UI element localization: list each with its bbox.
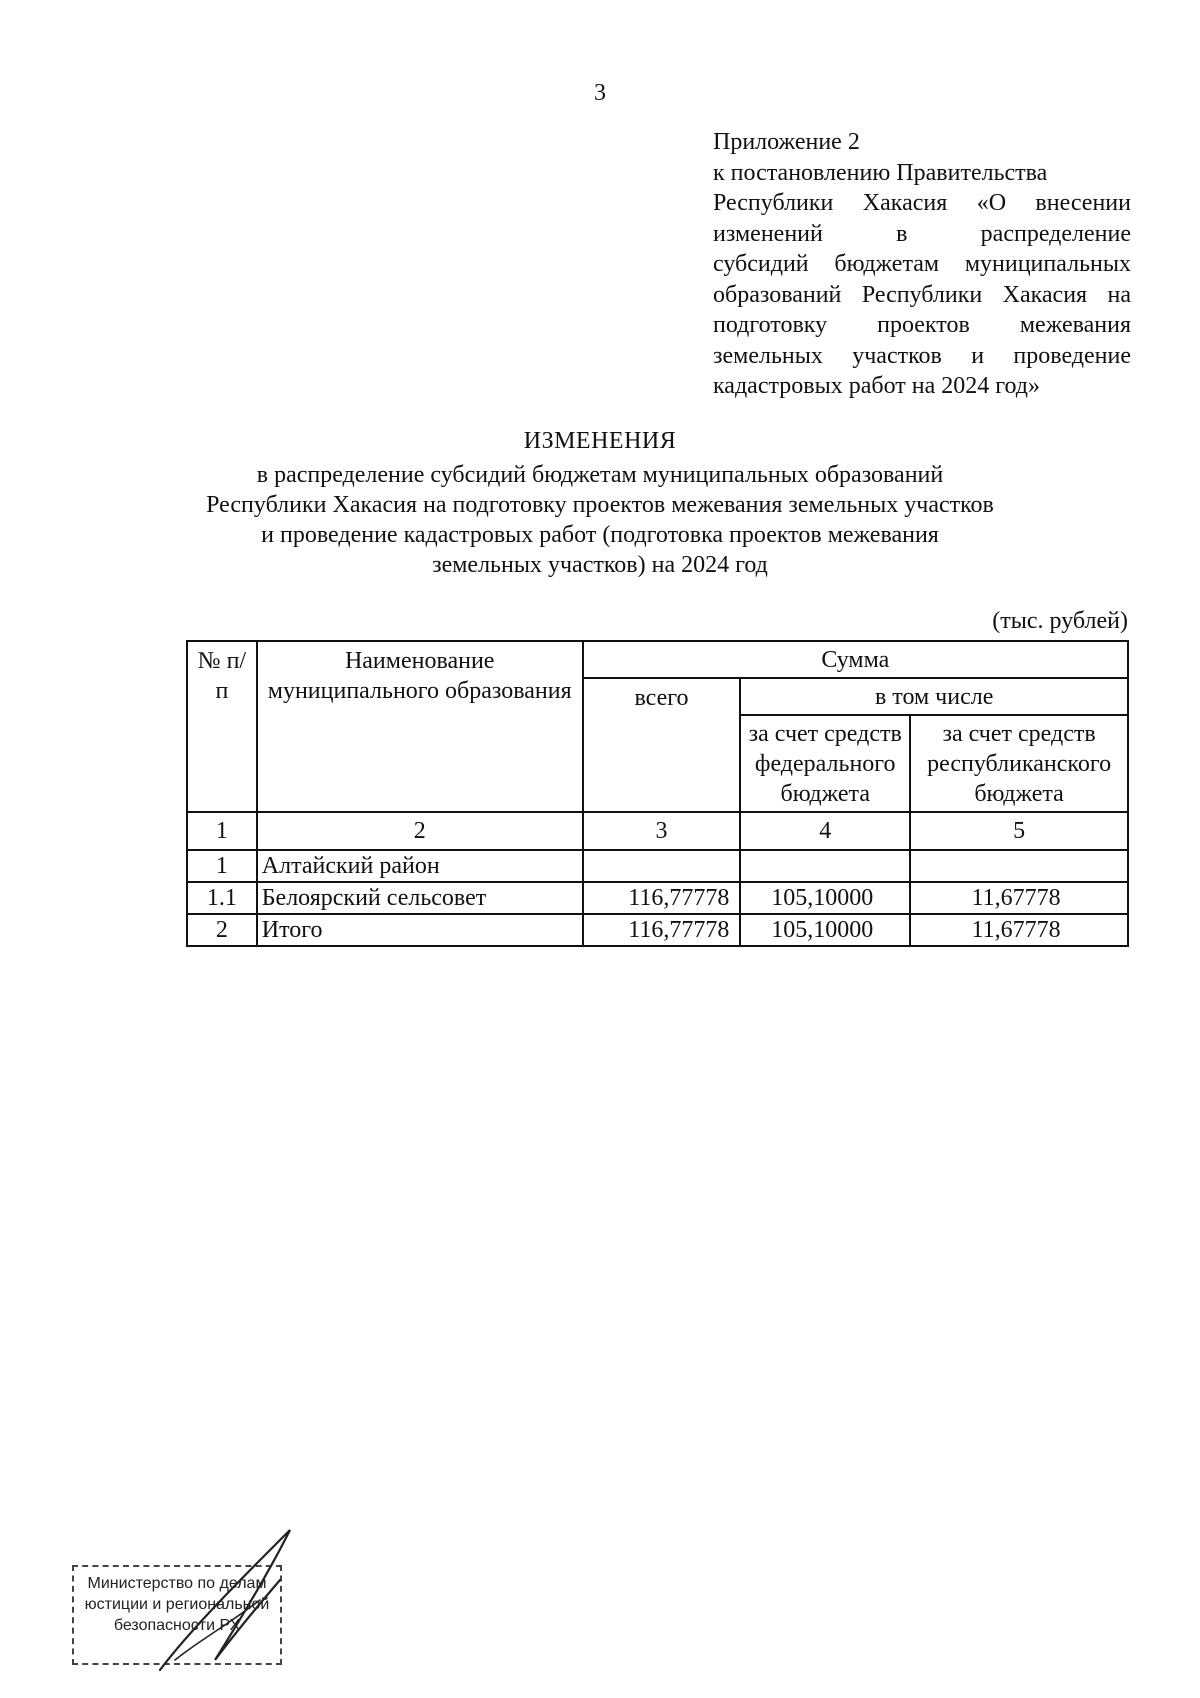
annex-line: Приложение 2 bbox=[713, 129, 860, 155]
stamp-line: безопасности РХ bbox=[113, 1617, 241, 1634]
annex-line: земельных участков и проведение bbox=[713, 342, 1131, 369]
row-num: 1.1 bbox=[187, 882, 257, 914]
subtitle-line: и проведение кадастровых работ (подготовка проектов межевания bbox=[261, 522, 939, 548]
row-total: 116,77778 bbox=[583, 914, 741, 946]
row-num: 1 bbox=[187, 850, 257, 882]
row-republic: 11,67778 bbox=[910, 882, 1128, 914]
annex-line: к постановлению Правительства bbox=[713, 159, 1048, 186]
subtitle-line: земельных участков) на 2024 год bbox=[432, 552, 768, 578]
row-total: 116,77778 bbox=[583, 882, 741, 914]
stamp-line: Министерство по делам bbox=[87, 1575, 267, 1592]
column-number: 2 bbox=[257, 812, 583, 850]
annex-line: кадастровых работ на 2024 год» bbox=[713, 373, 1040, 399]
annex-block bbox=[713, 127, 1131, 402]
row-name: Алтайский район bbox=[257, 850, 583, 882]
subtitle-line: Республики Хакасия на подготовку проектов межевания земельных участков bbox=[206, 492, 994, 518]
table-row bbox=[187, 850, 1128, 882]
header-num: № п/п bbox=[187, 641, 257, 812]
subsidy-table bbox=[186, 640, 1129, 947]
document-subtitle bbox=[0, 460, 1200, 580]
stamp-line: юстиции и региональной bbox=[84, 1596, 270, 1613]
table-row bbox=[187, 914, 1128, 946]
row-federal: 105,10000 bbox=[740, 882, 910, 914]
header-federal: за счет средств федерального бюджета bbox=[740, 715, 910, 812]
signature-icon bbox=[120, 1520, 320, 1680]
row-num: 2 bbox=[187, 914, 257, 946]
page-number: 3 bbox=[594, 80, 606, 106]
row-federal bbox=[740, 850, 910, 882]
row-name: Итого bbox=[257, 914, 583, 946]
row-republic bbox=[910, 850, 1128, 882]
header-sum: Сумма bbox=[583, 641, 1128, 678]
header-republic: за счет средств республиканского бюджета bbox=[910, 715, 1128, 812]
column-number: 1 bbox=[187, 812, 257, 850]
document-title: ИЗМЕНЕНИЯ bbox=[523, 428, 677, 454]
annex-line: подготовку проектов межевания bbox=[713, 312, 1131, 338]
column-number: 3 bbox=[583, 812, 741, 850]
header-including: в том числе bbox=[740, 678, 1128, 715]
table-row bbox=[187, 882, 1128, 914]
header-name: Наименование муниципального образования bbox=[257, 641, 583, 812]
row-federal: 105,10000 bbox=[740, 914, 910, 946]
annex-line: субсидий бюджетам муниципальных bbox=[713, 251, 1131, 277]
column-number: 4 bbox=[740, 812, 910, 850]
annex-line: изменений в распределение bbox=[713, 220, 1131, 247]
units-label: (тыс. рублей) bbox=[992, 608, 1128, 634]
header-total: всего bbox=[583, 678, 741, 812]
subtitle-line: в распределение субсидий бюджетам муниципальных образований bbox=[256, 462, 944, 488]
row-republic: 11,67778 bbox=[910, 914, 1128, 946]
column-number: 5 bbox=[910, 812, 1128, 850]
row-name: Белоярский сельсовет bbox=[257, 882, 583, 914]
annex-line: Республики Хакасия «О внесении bbox=[713, 190, 1131, 216]
annex-line: образований Республики Хакасия на bbox=[713, 281, 1131, 308]
row-total bbox=[583, 850, 741, 882]
